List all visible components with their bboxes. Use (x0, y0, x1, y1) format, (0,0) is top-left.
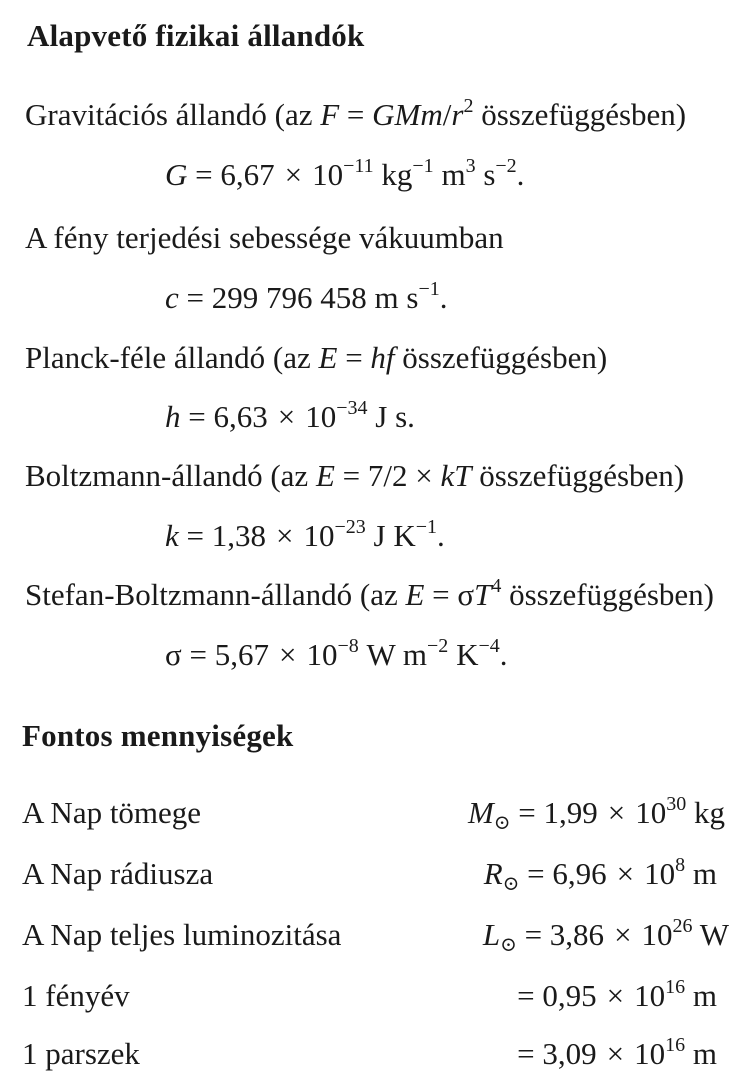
planck-equation (165, 399, 415, 435)
planck-exp: −34 (336, 397, 368, 419)
light-value: = 299 796 458 m s (178, 280, 419, 315)
quantity-value-light-year (517, 978, 717, 1014)
quantity-mantissa: = 1,99 (510, 795, 598, 830)
gravity-symbol: G (165, 157, 188, 192)
stefan-description (25, 577, 714, 613)
planck-desc-post: összefüggésben) (394, 340, 608, 375)
quantity-name-light-year: 1 fényév (22, 978, 130, 1013)
gravity-formula-r: r (451, 97, 464, 132)
boltzmann-base: 10 (303, 518, 335, 553)
quantity-times: × (606, 978, 625, 1013)
light-unit-exp: −1 (418, 278, 440, 300)
stefan-unit2: K (448, 637, 479, 672)
quantity-unit: m (685, 978, 717, 1013)
gravity-desc-post: összefüggésben) (473, 97, 687, 132)
gravity-description (25, 97, 686, 133)
stefan-desc-pre: Stefan-Boltzmann-állandó (az (25, 577, 406, 612)
stefan-formula-T: T (474, 577, 492, 612)
stefan-formula-T-exp: 4 (491, 575, 502, 597)
gravity-end: . (516, 157, 525, 192)
stefan-formula-eq: = σ (424, 577, 475, 612)
quantity-times: × (607, 795, 626, 830)
stefan-formula-E: E (405, 577, 425, 612)
quantity-mantissa: = 3,86 (516, 917, 605, 952)
boltzmann-formula-eq: = 7/2 (334, 458, 416, 493)
quantity-times: × (614, 917, 632, 952)
gravity-unit3: s (475, 157, 496, 192)
stefan-symbol: σ (165, 637, 182, 672)
gravity-base: 10 (312, 157, 344, 192)
gravity-formula-GMm: GMm (372, 97, 443, 132)
boltzmann-unit1-exp: −1 (415, 516, 437, 538)
planck-unit: J s. (367, 399, 415, 434)
planck-mantissa: = 6,63 (180, 399, 268, 434)
quantity-exp: 30 (666, 793, 687, 815)
boltzmann-equation (165, 518, 445, 554)
section-heading-quantities: Fontos mennyiségek (22, 718, 294, 753)
boltzmann-description (25, 458, 684, 494)
quantity-base: 10 (641, 917, 673, 952)
stefan-end: . (499, 637, 508, 672)
quantity-name-sun-luminosity: A Nap teljes luminozitása (22, 917, 342, 952)
planck-formula-E: E (318, 340, 338, 375)
quantity-unit: m (685, 1036, 717, 1071)
quantity-mantissa: = 6,96 (519, 856, 607, 891)
stefan-equation (165, 637, 507, 673)
boltzmann-desc-post: összefüggésben) (471, 458, 685, 493)
gravity-unit3-exp: −2 (495, 155, 517, 177)
quantity-value-sun-radius (483, 854, 717, 895)
quantity-value-parsec (517, 1036, 717, 1072)
quantity-exp: 8 (675, 854, 686, 876)
planck-times: × (277, 399, 296, 434)
stefan-unit2-exp: −4 (478, 635, 500, 657)
stefan-exp: −8 (337, 635, 359, 657)
quantity-mantissa: = 3,09 (517, 1036, 597, 1071)
planck-description (25, 340, 607, 376)
quantity-base: 10 (634, 978, 666, 1013)
sun-symbol-icon: ⊙ (493, 812, 511, 834)
quantity-unit: kg (686, 795, 725, 830)
quantity-unit: W (692, 917, 729, 952)
quantity-value-sun-mass (467, 793, 725, 834)
quantity-value-sun-luminosity (482, 915, 729, 956)
boltzmann-unit1: J K (365, 518, 416, 553)
light-description: A fény terjedési sebessége vákuumban (25, 220, 504, 255)
quantity-name-sun-mass: A Nap tömege (22, 795, 202, 830)
gravity-times: × (284, 157, 303, 192)
quantity-symbol: M (467, 795, 494, 830)
quantity-times: × (606, 1036, 625, 1071)
light-end: . (439, 280, 448, 315)
gravity-equation (165, 157, 524, 193)
gravity-mantissa: = 6,67 (187, 157, 275, 192)
light-equation (165, 280, 447, 316)
boltzmann-exp: −23 (334, 516, 366, 538)
quantity-name-parsec: 1 parszek (22, 1036, 140, 1071)
quantity-base: 10 (634, 1036, 666, 1071)
quantity-unit: m (685, 856, 717, 891)
gravity-formula-r-exp: 2 (463, 95, 474, 117)
quantity-symbol: R (483, 856, 503, 891)
boltzmann-formula-E: E (315, 458, 335, 493)
sun-symbol-icon: ⊙ (502, 873, 520, 895)
gravity-formula-slash: / (442, 97, 452, 132)
gravity-formula-F: F (320, 97, 340, 132)
quantity-exp: 26 (672, 915, 693, 937)
gravity-exp: −11 (343, 155, 374, 177)
stefan-mantissa: = 5,67 (181, 637, 269, 672)
gravity-unit2-exp: 3 (465, 155, 476, 177)
quantity-symbol: L (482, 917, 501, 952)
quantity-base: 10 (644, 856, 676, 891)
light-symbol: c (165, 280, 179, 315)
quantity-base: 10 (635, 795, 667, 830)
stefan-base: 10 (306, 637, 338, 672)
boltzmann-end: . (437, 518, 445, 553)
quantity-exp: 16 (665, 1034, 686, 1056)
gravity-formula-eq: = (339, 97, 373, 132)
gravity-desc-pre: Gravitációs állandó (az (25, 97, 321, 132)
gravity-unit2: m (433, 157, 466, 192)
stefan-times: × (278, 637, 297, 672)
quantity-name-sun-radius: A Nap rádiusza (22, 856, 214, 891)
boltzmann-times: × (276, 518, 294, 553)
boltzmann-mantissa: = 1,38 (178, 518, 266, 553)
section-heading-constants: Alapvető fizikai állandók (27, 18, 365, 53)
boltzmann-formula-times: × (415, 458, 433, 493)
planck-formula-hf: hf (370, 340, 395, 375)
planck-symbol: h (165, 399, 181, 434)
sun-symbol-icon: ⊙ (500, 934, 517, 956)
boltzmann-desc-pre: Boltzmann-állandó (az (25, 458, 316, 493)
stefan-unit1-exp: −2 (427, 635, 449, 657)
planck-base: 10 (305, 399, 337, 434)
quantity-times: × (616, 856, 635, 891)
stefan-unit1: W m (358, 637, 428, 672)
planck-formula-eq: = (337, 340, 371, 375)
boltzmann-symbol: k (165, 518, 179, 553)
quantity-mantissa: = 0,95 (517, 978, 597, 1013)
boltzmann-formula-kT: kT (440, 458, 472, 493)
stefan-desc-post: összefüggésben) (501, 577, 714, 612)
gravity-unit1: kg (373, 157, 413, 192)
planck-desc-pre: Planck-féle állandó (az (25, 340, 319, 375)
gravity-unit1-exp: −1 (412, 155, 434, 177)
quantity-exp: 16 (665, 976, 686, 998)
